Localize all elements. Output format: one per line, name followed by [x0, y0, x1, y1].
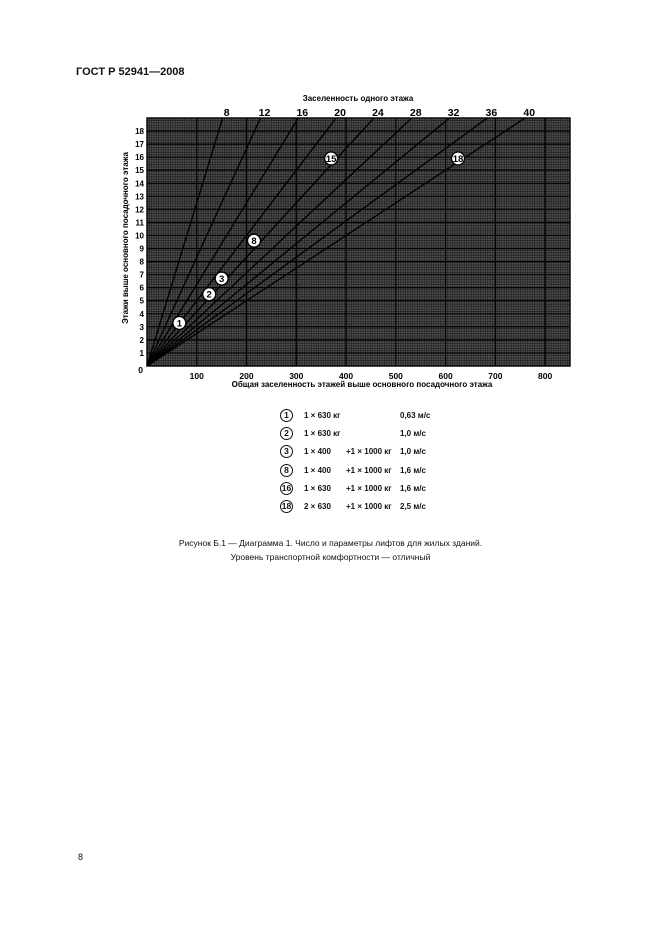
- y-axis-ticks: [135, 127, 144, 358]
- legend-badge: 2: [280, 427, 293, 440]
- top-axis-tick-label: 8: [223, 107, 230, 119]
- y-axis-tick-label: 10: [135, 231, 144, 241]
- legend-speed: 1,6 м/с: [400, 465, 426, 475]
- top-axis-tick-label: 40: [523, 107, 536, 119]
- x-axis-tick-label: 200: [239, 371, 254, 381]
- zone-marker-label: 3: [218, 274, 225, 286]
- legend-config: 1 × 630 кг: [304, 429, 341, 439]
- figure-caption-title: Рисунок Б.1 — Диаграмма 1. Число и параметры лифтов для жилых зданий.: [178, 538, 483, 548]
- legend-speed: 2,5 м/с: [400, 501, 426, 511]
- document-header: ГОСТ Р 52941—2008: [76, 66, 185, 78]
- legend-extra: +1 × 1000 кг: [346, 465, 392, 475]
- legend-extra: +1 × 1000 кг: [346, 501, 392, 511]
- top-axis-label: Заселенность одного этажа: [302, 94, 414, 103]
- page-number: 8: [78, 852, 84, 862]
- top-axis-tick-label: 20: [334, 107, 346, 119]
- legend-row: [280, 463, 450, 481]
- x-axis-tick-label: 800: [538, 371, 553, 381]
- legend-badge: 18: [281, 500, 292, 511]
- top-axis-tick-label: 12: [258, 107, 271, 119]
- y-axis-tick-label: 16: [135, 153, 144, 163]
- legend-row: [280, 426, 450, 444]
- top-axis-tick-label: 32: [447, 107, 460, 119]
- legend-speed: 0,63 м/с: [400, 411, 431, 420]
- legend-config: 2 × 630: [304, 501, 331, 511]
- zone-marker-label: 15: [325, 153, 337, 165]
- elevator-diagram: [0, 0, 661, 400]
- figure-caption-subtitle: Уровень транспортной комфортности — отличный: [230, 552, 431, 562]
- chart-grid: [147, 118, 570, 366]
- zone-marker-label: 18: [452, 153, 464, 165]
- zone-marker-label: 2: [206, 289, 212, 301]
- y-axis-tick-label: 6: [139, 283, 144, 293]
- x-axis-tick-label: 500: [388, 371, 403, 381]
- legend-config: 1 × 400: [304, 465, 331, 475]
- y-axis-tick-label: 18: [135, 127, 144, 137]
- x-axis-tick-label: 100: [189, 371, 204, 381]
- legend-row: [280, 408, 450, 426]
- legend-speed: 1,6 м/с: [400, 483, 426, 493]
- y-axis-tick-label: 14: [135, 179, 144, 189]
- legend-speed: 1,0 м/с: [400, 429, 426, 439]
- legend-extra: +1 × 1000 кг: [346, 447, 392, 457]
- y-axis-label: Этажи выше основного посадочного этажа: [121, 152, 130, 324]
- legend-badge: 3: [280, 445, 293, 458]
- top-axis-tick-label: 36: [485, 107, 498, 119]
- x-axis-label: Общая заселенность этажей выше основного посадочного этажа: [231, 380, 493, 389]
- legend-row: [280, 444, 450, 462]
- x-axis-origin-label: 0: [138, 365, 143, 375]
- top-axis-ticks: [224, 107, 535, 119]
- zone-marker-label: 8: [251, 236, 257, 248]
- legend-speed: 1,0 м/с: [400, 447, 426, 457]
- y-axis-tick-label: 11: [135, 218, 144, 228]
- zone-marker-label: 1: [176, 318, 182, 330]
- legend-badge: 1: [280, 409, 293, 422]
- legend-badge: 8: [280, 464, 293, 477]
- x-axis-ticks: [138, 365, 552, 381]
- y-axis-tick-label: 13: [135, 192, 144, 202]
- legend-row: [280, 481, 450, 499]
- y-axis-tick-label: 4: [139, 309, 144, 319]
- y-axis-tick-label: 12: [135, 205, 144, 215]
- top-axis-tick-label: 16: [296, 107, 309, 119]
- top-axis-tick-label: 24: [372, 107, 384, 119]
- y-axis-tick-label: 7: [139, 270, 144, 280]
- legend-extra: +1 × 1000 кг: [346, 483, 392, 493]
- legend-config: 1 × 630 кг: [304, 411, 341, 420]
- y-axis-tick-label: 9: [139, 244, 144, 254]
- top-axis-tick-label: 28: [409, 107, 422, 119]
- y-axis-tick-label: 8: [139, 257, 144, 267]
- y-axis-tick-label: 3: [139, 322, 144, 332]
- x-axis-tick-label: 400: [338, 371, 354, 381]
- y-axis-tick-label: 17: [135, 140, 144, 150]
- legend-row: [280, 499, 450, 517]
- y-axis-tick-label: 2: [139, 335, 144, 345]
- y-axis-tick-label: 15: [135, 166, 144, 176]
- y-axis-tick-label: 5: [139, 296, 144, 306]
- y-axis-tick-label: 1: [139, 348, 144, 358]
- legend: [280, 408, 450, 517]
- legend-badge: 16: [281, 482, 292, 493]
- x-axis-tick-label: 300: [289, 371, 304, 381]
- legend-config: 1 × 400: [304, 447, 331, 457]
- x-axis-tick-label: 600: [438, 371, 453, 381]
- legend-config: 1 × 630: [304, 483, 331, 493]
- x-axis-tick-label: 700: [488, 371, 503, 381]
